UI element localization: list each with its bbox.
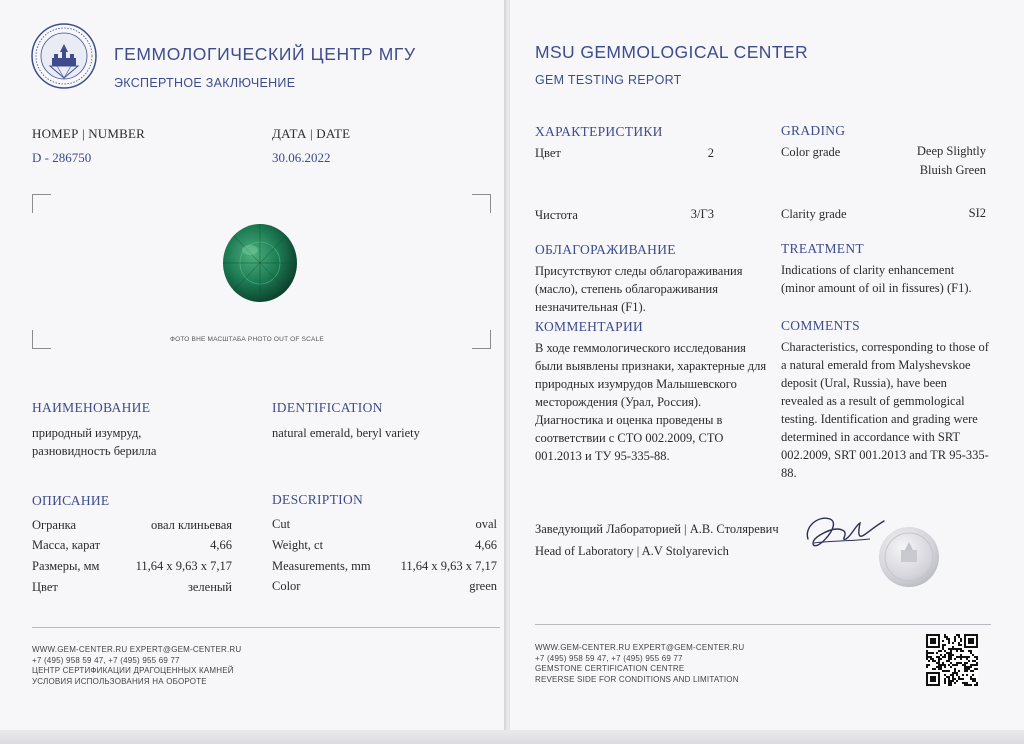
number-label: НОМЕР | NUMBER [32, 126, 146, 141]
report-subtitle-en: GEM TESTING REPORT [535, 73, 682, 87]
measurements-label-en: Measurements, mm [272, 559, 371, 573]
footer-line: ЦЕНТР СЕРТИФИКАЦИИ ДРАГОЦЕННЫХ КАМНЕЙ [32, 666, 234, 675]
msu-gem-center-logo [30, 22, 98, 90]
treatment-text-ru: Присутствуют следы облагораживания (масло), степень облагораживания незначительная (F1). [535, 264, 743, 314]
head-of-lab-ru: Заведующий Лабораторией | А.В. Столяревич [535, 522, 779, 536]
footer-line: REVERSE SIDE FOR CONDITIONS AND LIMITATION [535, 674, 739, 684]
weight-value-ru: 4,66 [210, 538, 232, 552]
clarity-label-ru: Чистота [535, 208, 578, 222]
footer-line: GEMSTONE CERTIFICATION CENTRE [535, 664, 685, 673]
footer-line: УСЛОВИЯ ИСПОЛЬЗОВАНИЯ НА ОБОРОТЕ [32, 676, 207, 686]
clarity-value-ru: 3/Г3 [690, 207, 714, 221]
photo-caption: ФОТО ВНЕ МАСШТАБА PHOTO OUT OF SCALE [170, 336, 324, 343]
photo-frame-corner [472, 194, 491, 213]
color-value-en: green [469, 579, 497, 593]
clarity-label-en: Clarity grade [781, 207, 847, 221]
characteristics-title: ХАРАКТЕРИСТИКИ [535, 124, 663, 139]
clarity-value-en: SI2 [968, 206, 986, 220]
color-grade-label-ru: Цвет [535, 146, 561, 160]
treatment-text-en: Indications of clarity enhancement (minor amount of oil in fissures) (F1). [781, 263, 972, 295]
footer-line: WWW.GEM-CENTER.RU EXPERT@GEM-CENTER.RU [32, 645, 242, 654]
color-label-en: Color [272, 579, 301, 593]
number-value: D - 286750 [32, 150, 92, 165]
photo-frame-corner [32, 194, 51, 213]
color-label-ru: Цвет [32, 580, 58, 594]
cut-label-ru: Огранка [32, 518, 77, 532]
date-value: 30.06.2022 [272, 150, 331, 165]
comments-text-ru: В ходе геммологического исследования были выявлены признаки, характерные для природных изумрудов Малышевского месторождения (Урал, Россия). Диагностика и оценка проведены в соответствии с СТО 002.2009, СТО 001.2013 и ТУ 95-335-88. [535, 341, 767, 463]
photo-frame-corner [32, 330, 51, 349]
color-grade-value-ru: 2 [707, 146, 714, 160]
identification-title-en: IDENTIFICATION [272, 400, 383, 415]
color-grade-label-en: Color grade [781, 145, 841, 159]
treatment-title-en: TREATMENT [781, 241, 864, 256]
center-title-ru: ГЕММОЛОГИЧЕСКИЙ ЦЕНТР МГУ [114, 44, 416, 64]
measurements-label-ru: Размеры, мм [32, 559, 100, 573]
treatment-title-ru: ОБЛАГОРАЖИВАНИЕ [535, 242, 676, 257]
cut-label-en: Cut [272, 517, 291, 531]
identification-title-ru: НАИМЕНОВАНИЕ [32, 400, 151, 415]
weight-label-en: Weight, ct [272, 538, 324, 552]
footer-line: WWW.GEM-CENTER.RU EXPERT@GEM-CENTER.RU [535, 643, 745, 652]
color-grade-value-en-1: Deep Slightly [916, 144, 986, 158]
cut-value-en: oval [475, 517, 497, 531]
measurements-value-en: 11,64 x 9,63 x 7,17 [400, 559, 497, 573]
color-value-ru: зеленый [187, 580, 232, 594]
footer-contacts-ru [32, 645, 332, 687]
date-label: ДАТА | DATE [272, 126, 351, 141]
description-title-ru: ОПИСАНИЕ [32, 493, 110, 508]
report-subtitle-ru: ЭКСПЕРТНОЕ ЗАКЛЮЧЕНИЕ [114, 76, 296, 90]
measurements-value-ru: 11,64 x 9,63 x 7,17 [135, 559, 232, 573]
embossed-seal [878, 526, 940, 588]
grading-title: GRADING [781, 123, 846, 138]
comments-title-en: COMMENTS [781, 318, 860, 333]
footer-line: +7 (495) 958 59 47, +7 (495) 955 69 77 [535, 653, 683, 663]
footer-line: +7 (495) 958 59 47, +7 (495) 955 69 77 [32, 655, 180, 665]
identification-text-en: natural emerald, beryl variety [272, 426, 420, 440]
description-title-en: DESCRIPTION [272, 492, 364, 507]
footer-contacts-en [535, 643, 835, 685]
comments-title-ru: КОММЕНТАРИИ [535, 319, 644, 334]
footer-divider [32, 627, 500, 628]
color-grade-value-en-2: Bluish Green [919, 163, 986, 177]
head-of-lab-en: Head of Laboratory | A.V Stolyarevich [535, 544, 729, 558]
cut-value-ru: овал клиньевая [151, 518, 232, 532]
comments-text-en: Characteristics, corresponding to those of a natural emerald from Malyshevskoe deposit (Ural, Russia), have been revealed as a result of gemmological testing. Identification and grading were determined in accordance with SRT 002.2009, SRT 001.2013 and TR 95-335-88. [781, 340, 989, 480]
weight-label-ru: Масса, карат [32, 538, 101, 552]
identification-text-ru: природный изумруд, разновидность берилла [32, 426, 157, 458]
right-page [510, 0, 1024, 744]
weight-value-en: 4,66 [475, 538, 497, 552]
center-title-en: MSU GEMMOLOGICAL CENTER [535, 42, 809, 62]
left-page [0, 0, 506, 744]
signature [800, 505, 890, 555]
footer-divider [535, 624, 991, 625]
photo-frame-corner [472, 330, 491, 349]
page-bottom-edge [0, 730, 1024, 744]
emerald-photo [220, 222, 300, 304]
qr-code [926, 634, 978, 686]
